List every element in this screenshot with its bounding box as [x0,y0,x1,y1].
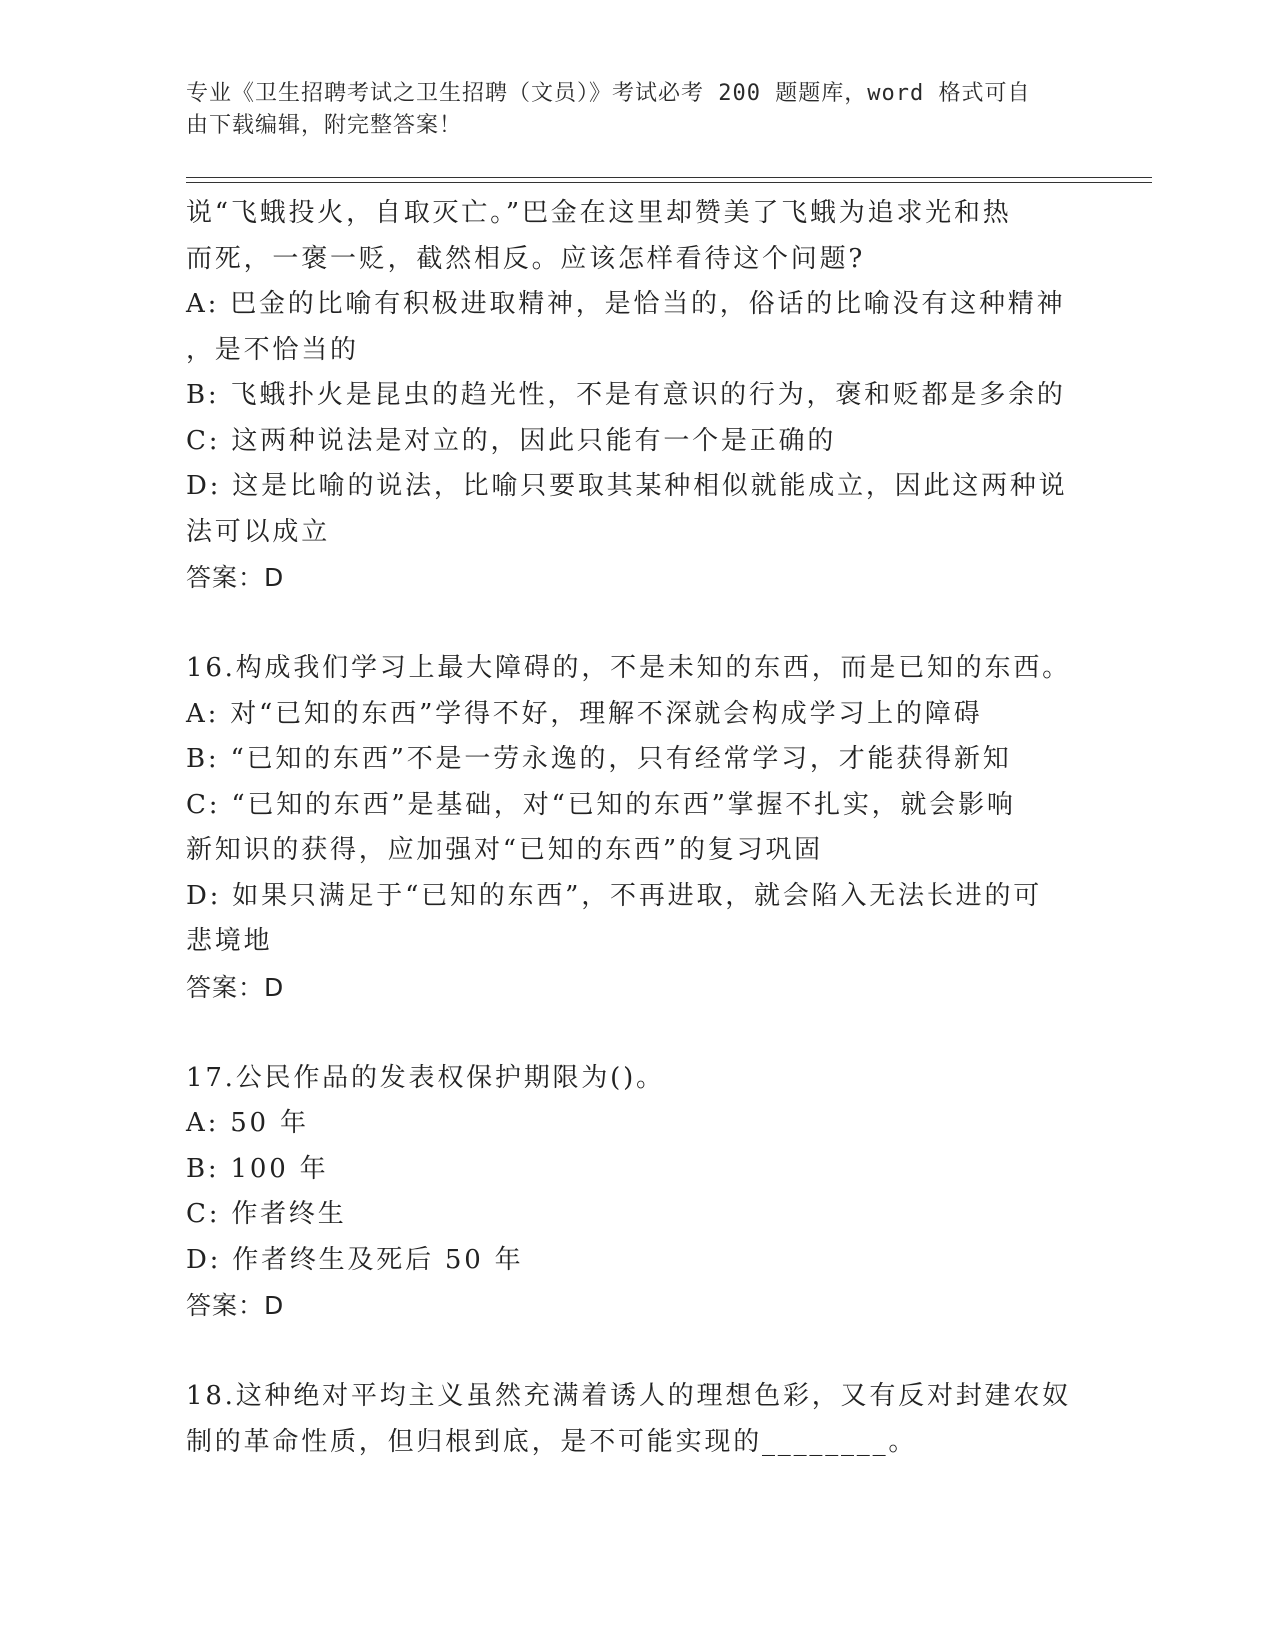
question-spacer [186,601,1066,647]
question-17-option-b: B: 100 年 [186,1153,329,1184]
question-15-option-a-line-2: ，是不恰当的 [186,334,359,365]
question-18-stem-line-2: 制的革命性质，但归根到底，是不可能实现的________。 [186,1426,918,1457]
question-16-option-b: B: “已知的东西”不是一劳永逸的，只有经常学习，才能获得新知 [186,744,1012,774]
question-17-stem: 17.公民作品的发表权保护期限为()。 [186,1062,665,1093]
header-line-2: 由下载编辑，附完整答案！ [186,113,463,138]
header-rule-bottom [186,182,1152,183]
question-15-option-a-line-1: A: 巴金的比喻有积极进取精神，是恰当的，俗话的比喻没有这种精神 [186,289,1066,319]
question-17-option-a: A: 50 年 [186,1108,309,1138]
question-spacer [186,1010,1066,1056]
question-16-option-a: A: 对“已知的东西”学得不好，理解不深就会构成学习上的障碍 [186,698,983,729]
question-16 [186,646,1071,1010]
header-line-1: 专业《卫生招聘考试之卫生招聘（文员）》考试必考 200 题题库，word 格式可自 [186,81,1031,106]
question-16-answer: 答案：D [186,972,285,1002]
question-15-option-d-line-2: 法可以成立 [186,516,331,547]
question-15-answer: 答案：D [186,563,285,592]
question-15-option-c: C: 这两种说法是对立的，因此只能有一个是正确的 [186,425,837,456]
question-15-stem-line-2: 而死，一褒一贬，截然相反。应该怎样看待这个问题? [186,243,866,274]
question-16-stem: 16.构成我们学习上最大障碍的，不是未知的东西，而是已知的东西。 [186,653,1071,683]
question-18 [186,1374,1071,1465]
question-16-option-c-line-2: 新知识的获得，应加强对“已知的东西”的复习巩固 [186,835,823,865]
question-17-option-d: D: 作者终生及死后 50 年 [186,1244,524,1275]
question-18-stem-line-1: 18.这种绝对平均主义虽然充满着诱人的理想色彩，又有反对封建农奴 [186,1381,1071,1411]
question-content [186,191,1071,1465]
question-16-option-c-line-1: C: “已知的东西”是基础，对“已知的东西”掌握不扎实，就会影响 [186,789,1016,820]
question-16-option-d-line-1: D: 如果只满足于“已知的东西”，不再进取，就会陷入无法长进的可 [186,880,1043,911]
header-rule-top [186,177,1152,178]
question-15 [186,191,1066,601]
question-15-stem-line-1: 说“飞蛾投火，自取灭亡。”巴金在这里却赞美了飞蛾为追求光和热 [186,198,1012,228]
question-17-answer: 答案：D [186,1291,285,1320]
question-17-option-c: C: 作者终生 [186,1199,347,1229]
page-header [186,78,1066,142]
question-17 [186,1056,1066,1329]
question-15-option-b: B: 飞蛾扑火是昆虫的趋光性，不是有意识的行为，褒和贬都是多余的 [186,380,1066,410]
question-16-option-d-line-2: 悲境地 [186,926,273,956]
question-spacer [186,1329,1066,1375]
question-15-option-d-line-1: D: 这是比喻的说法，比喻只要取其某种相似就能成立，因此这两种说 [186,471,1068,501]
